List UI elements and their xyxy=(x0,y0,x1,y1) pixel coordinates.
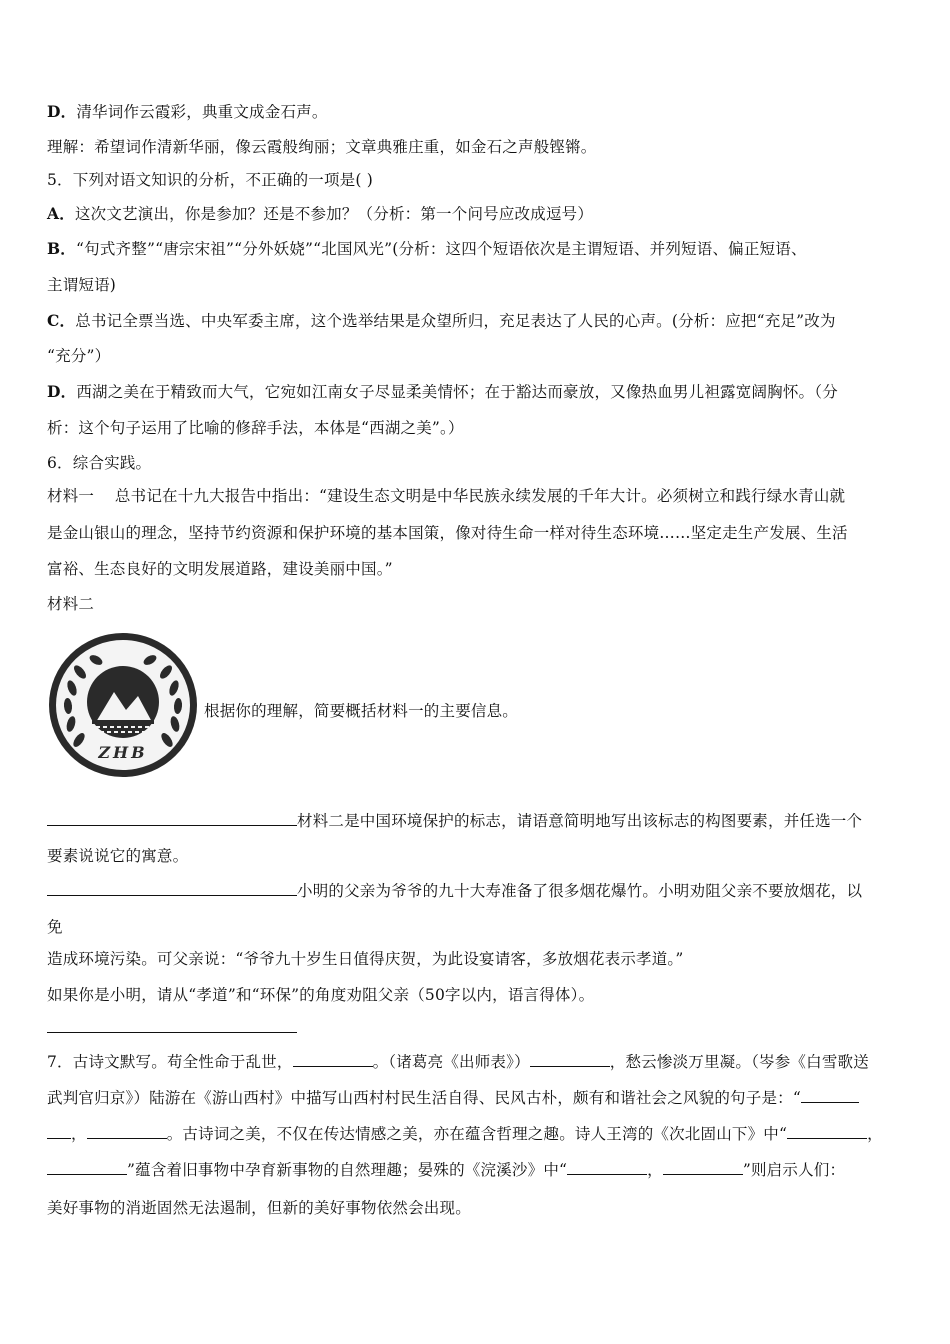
q7-text: 7．古诗文默写。苟全性命于乱世， xyxy=(47,1053,293,1071)
answer-line[interactable] xyxy=(47,1032,297,1033)
q5-option-c-cont: “充分”） xyxy=(47,347,111,365)
option-label: D． xyxy=(47,102,77,121)
q7-text: ， xyxy=(647,1161,663,1179)
q5-option-d-cont: 析：这个句子运用了比喻的修辞手法，本体是“西湖之美”。） xyxy=(47,419,464,437)
q5-stem: 5．下列对语文知识的分析，不正确的一项是( ) xyxy=(47,171,373,189)
q5-option-b xyxy=(47,238,907,260)
q5-option-c xyxy=(47,310,907,332)
option-label: C． xyxy=(47,311,76,330)
option-label: B． xyxy=(47,239,77,258)
q7-text: ，愁云惨淡万里凝。（岑参《白雪歌送 xyxy=(609,1053,869,1071)
answer-blank[interactable] xyxy=(87,1122,167,1139)
q7-text: 。古诗词之美，不仅在传达情感之美，亦在蕴含哲理之趣。诗人王湾的《次北固山下》中“ xyxy=(166,1125,788,1143)
q7-line5: 美好事物的消逝固然无法遏制，但新的美好事物依然会出现。 xyxy=(47,1199,471,1217)
answer-blank[interactable] xyxy=(47,1122,71,1139)
material-one-line2: 是金山银山的理念，坚持节约资源和保护环境的基本国策，像对待生命一样对待生态环境……坚定走生产发展、生活 xyxy=(47,524,848,542)
material-two-label: 材料二 xyxy=(47,595,95,613)
answer-blank[interactable] xyxy=(47,1158,127,1175)
task-two-line2: 要素说说它的寓意。 xyxy=(47,847,189,865)
option-text: 总书记全票当选、中央军委主席，这个选举结果是众望所归，充足表达了人民的心声。(分析：应把“充足”改为 xyxy=(75,312,836,330)
option-label: A． xyxy=(47,204,75,223)
answer-blank[interactable] xyxy=(47,809,297,826)
q7-text: 武判官归京》）陆游在《游山西村》中描写山西村村民生活自得、民风古朴，颇有和谐社会之风貌的句子是：“ xyxy=(47,1089,801,1107)
q5-option-a xyxy=(47,203,907,225)
q7-text: ”则启示人们： xyxy=(742,1161,846,1179)
answer-blank[interactable] xyxy=(530,1050,610,1067)
option-text: 清华词作云霞彩，典重文成金石声。 xyxy=(76,103,328,121)
q7-text: ， xyxy=(71,1125,87,1143)
task-two-text: 材料二是中国环境保护的标志，请语意简明地写出该标志的构图要素，并任选一个 xyxy=(297,812,863,830)
q4-explanation: 理解：希望词作清新华丽，像云霞般绚丽；文章典雅庄重，如金石之声般铿锵。 xyxy=(47,138,597,156)
option-text: “句式齐整”“唐宗宋祖”“分外妖娆”“北国风光”(分析：这四个短语依次是主谓短语、并列短语、偏正短语、 xyxy=(76,240,807,258)
task-three-line4: 如果你是小明，请从“孝道”和“环保”的角度劝阻父亲（50字以内，语言得体）。 xyxy=(47,986,595,1004)
q7-line2 xyxy=(47,1086,907,1109)
answer-blank[interactable] xyxy=(787,1122,867,1139)
answer-blank[interactable] xyxy=(663,1158,743,1175)
answer-blank[interactable] xyxy=(47,879,297,896)
q7-text: ”蕴含着旧事物中孕育新事物的自然理趣；晏殊的《浣溪沙》中“ xyxy=(127,1161,568,1179)
task-three-text: 小明的父亲为爷爷的九十大寿准备了很多烟花爆竹。小明劝阻父亲不要放烟花，以 xyxy=(297,882,863,900)
q7-line3 xyxy=(47,1122,907,1145)
q7-text: ， xyxy=(867,1125,883,1143)
option-label: D． xyxy=(47,382,77,401)
environmental-protection-logo xyxy=(46,630,202,780)
q6-stem: 6．综合实践。 xyxy=(47,454,152,472)
option-text: 西湖之美在于精致而大气，它宛如江南女子尽显柔美情怀；在于豁达而豪放，又像热血男儿袒露宽阔胸怀。（分 xyxy=(76,383,838,401)
q5-option-b-cont: 主谓短语) xyxy=(47,276,117,294)
task-two-line1 xyxy=(47,809,907,832)
answer-blank[interactable] xyxy=(293,1050,373,1067)
q4-option-d xyxy=(47,101,907,123)
material-one-line1: 材料一 总书记在十九大报告中指出：“建设生态文明是中华民族永续发展的千年大计。必须树立和践行绿水青山就 xyxy=(47,487,846,505)
option-text: 这次文艺演出，你是参加？还是不参加？（分析：第一个问号应改成逗号） xyxy=(74,205,594,223)
answer-blank[interactable] xyxy=(801,1086,859,1103)
material-one-line3: 富裕、生态良好的文明发展道路，建设美丽中国。” xyxy=(47,560,393,578)
task-three-line2: 免 xyxy=(47,918,63,936)
task-three-line1 xyxy=(47,879,907,902)
logo-text: ZHB xyxy=(98,743,148,762)
task-three-line3: 造成环境污染。可父亲说：“爷爷九十岁生日值得庆贺，为此设宴请客，多放烟花表示孝道。” xyxy=(47,950,684,968)
task-one: 根据你的理解，简要概括材料一的主要信息。 xyxy=(204,702,519,720)
q5-option-d xyxy=(47,381,907,403)
q7-line4 xyxy=(47,1158,907,1181)
answer-blank[interactable] xyxy=(567,1158,647,1175)
q7-text: 。（诸葛亮《出师表》） xyxy=(372,1053,530,1071)
q7-line1 xyxy=(47,1050,907,1073)
